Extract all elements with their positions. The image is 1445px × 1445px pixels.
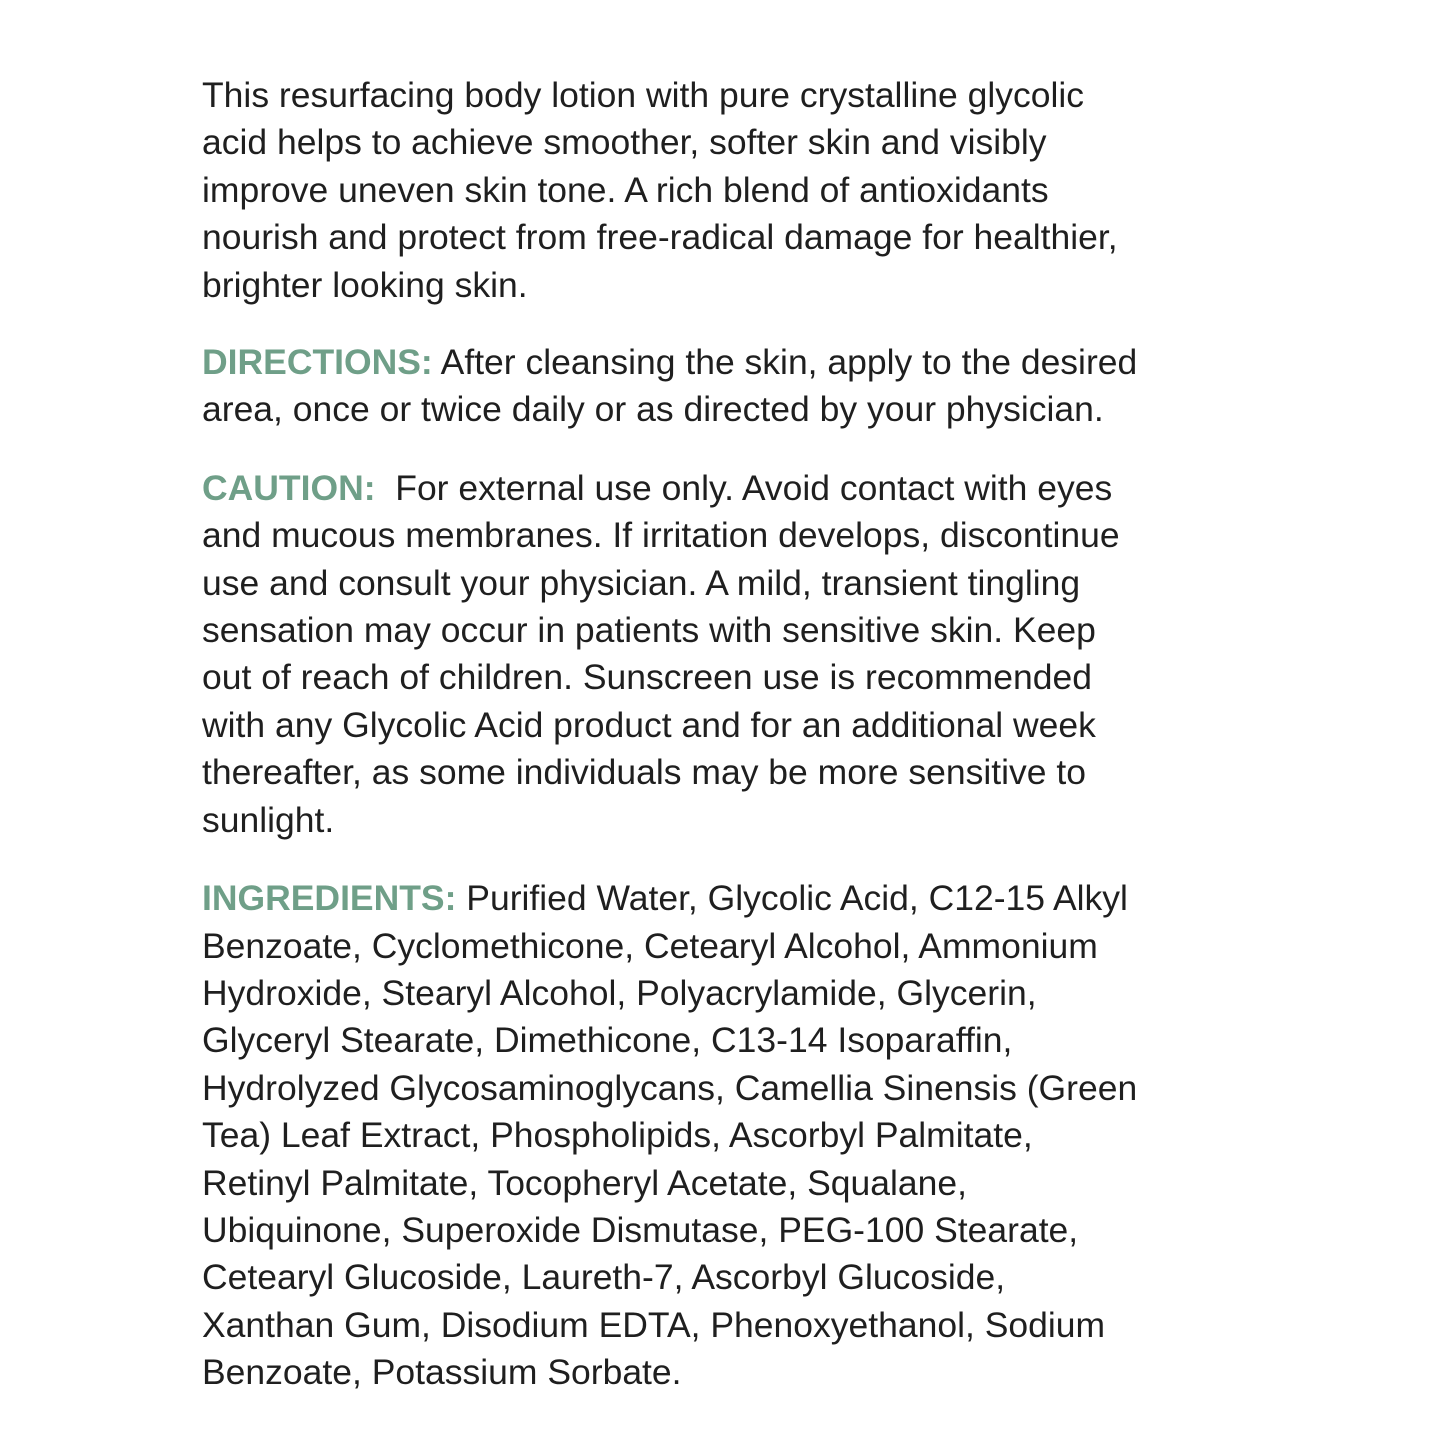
ingredients-line: Hydrolyzed Glycosaminoglycans, Camellia Sinensis (Green	[202, 1067, 1138, 1108]
caution-line: sunlight.	[202, 799, 335, 840]
caution-heading: CAUTION:	[202, 467, 376, 508]
intro-line: nourish and protect from free-radical damage for healthier,	[202, 217, 1118, 258]
caution-line: out of reach of children. Sunscreen use is recommended	[202, 657, 1092, 698]
intro-line: acid helps to achieve smoother, softer skin and visibly	[202, 122, 1047, 163]
directions-text: After cleansing the skin, apply to the desired	[432, 342, 1138, 383]
caution-line: and mucous membranes. If irritation develops, discontinue	[202, 515, 1120, 556]
ingredients-line: Retinyl Palmitate, Tocopheryl Acetate, Squalane,	[202, 1162, 968, 1203]
ingredients-first-line	[202, 875, 1277, 922]
directions-paragraph	[202, 339, 1277, 434]
ingredients-paragraph	[202, 875, 1277, 1396]
ingredients-heading: INGREDIENTS:	[202, 878, 457, 919]
ingredients-line: Glyceryl Stearate, Dimethicone, C13-14 Isoparaffin,	[202, 1020, 1013, 1061]
ingredients-line: Xanthan Gum, Disodium EDTA, Phenoxyethanol, Sodium	[202, 1304, 1106, 1345]
directions-first-line	[202, 339, 1277, 386]
intro-line: This resurfacing body lotion with pure crystalline glycolic	[202, 75, 1084, 115]
ingredients-line: Cetearyl Glucoside, Laureth-7, Ascorbyl Glucoside,	[202, 1257, 1006, 1298]
intro-paragraph	[202, 72, 1277, 309]
caution-first-line	[202, 465, 1277, 512]
directions-heading: DIRECTIONS:	[202, 342, 433, 383]
ingredients-line: Benzoate, Cyclomethicone, Cetearyl Alcohol, Ammonium	[202, 925, 1098, 966]
caution-line: sensation may occur in patients with sensitive skin. Keep	[202, 610, 1096, 651]
ingredients-line: Ubiquinone, Superoxide Dismutase, PEG-100 Stearate,	[202, 1209, 1079, 1250]
ingredients-line: Benzoate, Potassium Sorbate.	[202, 1352, 682, 1393]
directions-line: area, once or twice daily or as directed by your physician.	[202, 389, 1104, 430]
caution-line: use and consult your physician. A mild, transient tingling	[202, 562, 1081, 603]
intro-line: brighter looking skin.	[202, 264, 528, 305]
caution-line: with any Glycolic Acid product and for an additional week	[202, 704, 1096, 745]
caution-line: thereafter, as some individuals may be more sensitive to	[202, 752, 1086, 793]
ingredients-line: Hydroxide, Stearyl Alcohol, Polyacrylamide, Glycerin,	[202, 972, 1037, 1013]
product-label-text	[202, 72, 1277, 1397]
intro-line: improve uneven skin tone. A rich blend of antioxidants	[202, 169, 1049, 210]
caution-paragraph	[202, 465, 1277, 844]
ingredients-line: Tea) Leaf Extract, Phospholipids, Ascorbyl Palmitate,	[202, 1115, 1033, 1156]
caution-text: For external use only. Avoid contact with eyes	[375, 467, 1113, 508]
ingredients-text: Purified Water, Glycolic Acid, C12-15 Alkyl	[456, 878, 1128, 919]
